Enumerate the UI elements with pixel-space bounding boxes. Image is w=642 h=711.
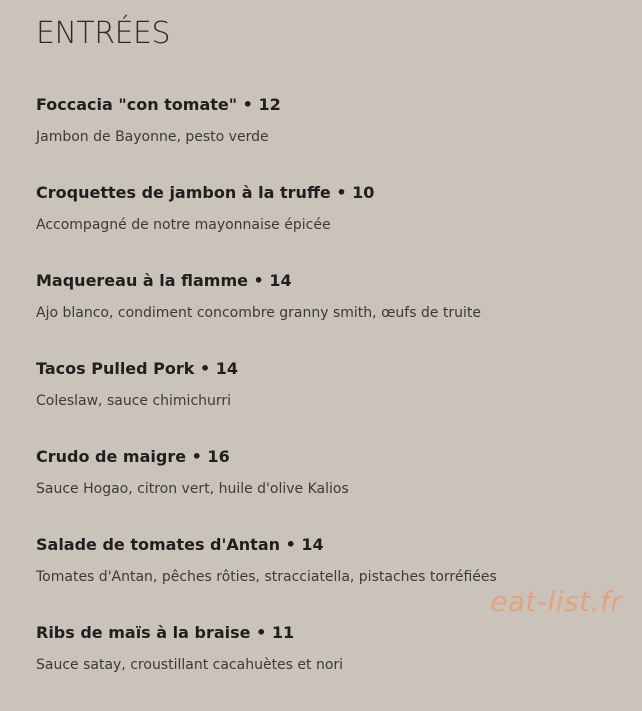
menu-item-description: Coleslaw, sauce chimichurri <box>36 393 232 409</box>
menu-item-description: Tomates d'Antan, pêches rôties, stracciatella, pistaches torréfiées <box>36 569 497 585</box>
menu-item-description: Jambon de Bayonne, pesto verde <box>36 129 269 145</box>
menu-item <box>36 183 497 271</box>
menu-item <box>36 623 497 711</box>
menu-item-list <box>36 95 497 711</box>
menu-item <box>36 271 497 359</box>
menu-item-title: Croquettes de jambon à la truffe • 10 <box>36 183 375 202</box>
menu-item-title: Ribs de maïs à la braise • 11 <box>36 623 295 642</box>
menu-item-description: Ajo blanco, condiment concombre granny smith, œufs de truite <box>36 305 481 321</box>
menu-item-title: Crudo de maigre • 16 <box>36 447 230 466</box>
menu-item-title: Foccacia "con tomate" • 12 <box>36 95 281 114</box>
menu-item <box>36 359 497 447</box>
menu-item-title: Maquereau à la flamme • 14 <box>36 271 292 290</box>
menu-item <box>36 447 497 535</box>
menu-item-description: Sauce Hogao, citron vert, huile d'olive Kalios <box>36 481 349 497</box>
menu-item-description: Accompagné de notre mayonnaise épicée <box>36 217 331 233</box>
menu-item-title: Tacos Pulled Pork • 14 <box>36 359 239 378</box>
watermark: eat-list.fr <box>490 585 623 618</box>
menu-item <box>36 535 497 623</box>
menu-item <box>36 95 497 183</box>
menu-item-title: Salade de tomates d'Antan • 14 <box>36 535 324 554</box>
section-title: ENTRÉES <box>36 16 171 51</box>
menu-item-description: Sauce satay, croustillant cacahuètes et nori <box>36 657 344 673</box>
